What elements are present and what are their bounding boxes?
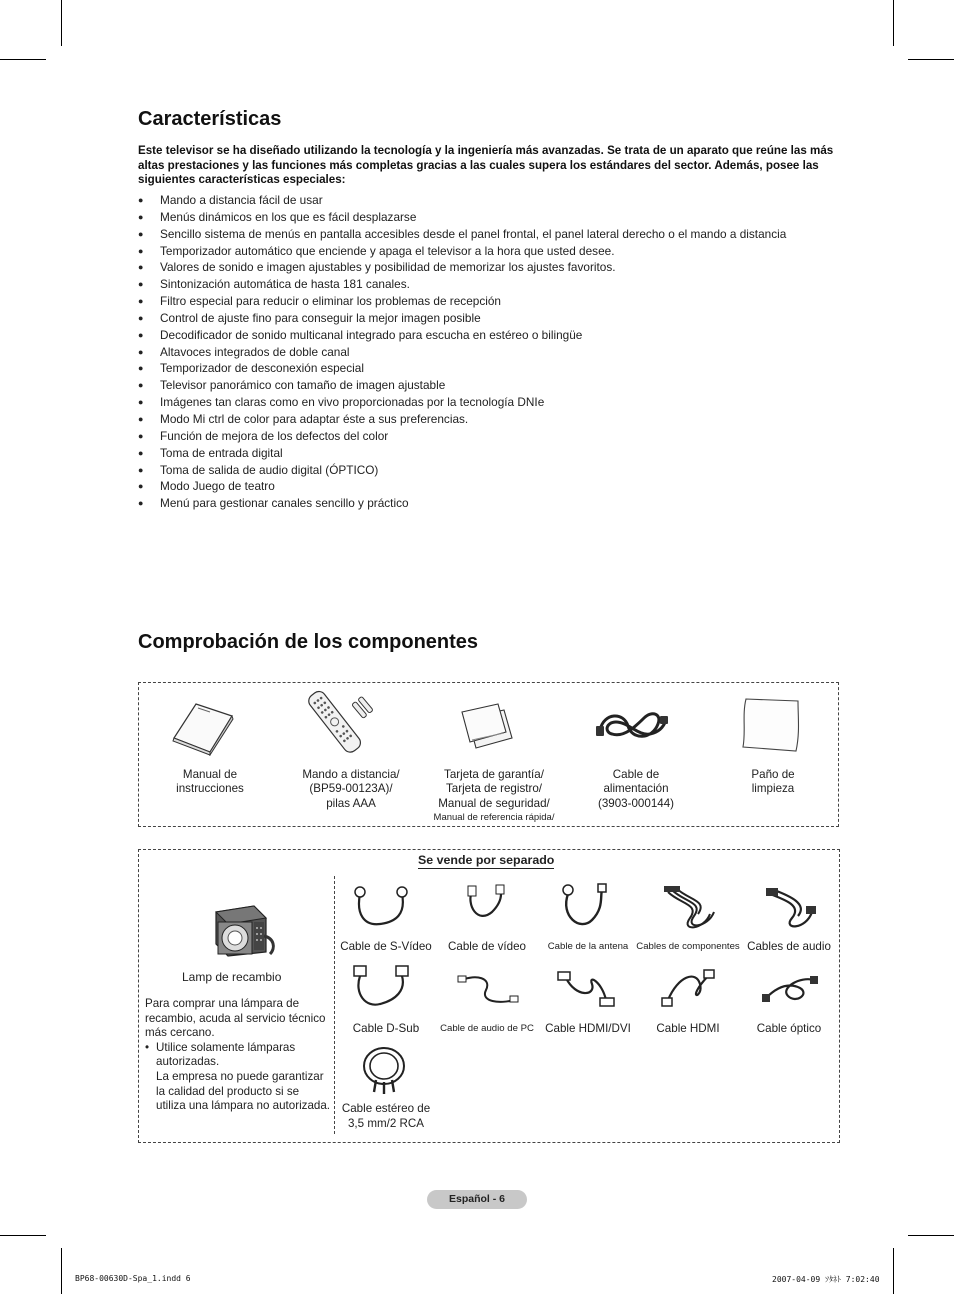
feature-item: ● Modo Mi ctrl de color para adaptar éste a sus preferencias. [138,411,469,426]
stereo-rca-cable-icon [356,1044,414,1096]
components-title: Comprobación de los componentes [138,631,479,653]
cable-components: Cables de componentes [636,941,740,952]
component-cleaning-cloth: Paño de limpieza [751,768,795,796]
feature-item: ● Imágenes tan claras como en vivo proporcionadas por la tecnología DNIe [138,395,545,410]
feature-item: ● Modo Juego de teatro [138,479,275,494]
timestamp: 2007-04-09 ｿﾀﾈﾄ 7:02:40 [772,1275,880,1284]
lamp-description: Para comprar una lámpara de recambio, acuda al servicio técnico más cercano. • Utilice solamente lámparas autorizadas. La empresa no puede garantizar la calidad del producto si se utiliza una lámpara no autorizada. [145,997,331,1113]
crop-mark [908,59,954,60]
bullet: ● [138,498,144,509]
manual-icon [170,700,236,756]
bullet: ● [138,413,144,424]
antenna-cable-icon [556,882,616,934]
cable-antenna: Cable de la antena [547,941,629,952]
bullet: ● [138,228,144,239]
feature-item: ● Mando a distancia fácil de usar [138,193,323,207]
cable-s-video: Cable de S-Vídeo [340,940,432,953]
component-cables-icon [660,884,718,936]
cable-video: Cable de vídeo [448,940,526,953]
component-remote: Mando a distancia/ (BP59-00123A)/ pilas AAA [302,768,400,810]
feature-item: ● Toma de salida de audio digital (ÓPTICO) [138,462,379,477]
pc-audio-cable-icon [456,970,520,1010]
page-number: Español - 6 [427,1190,527,1209]
feature-item: ● Temporizador de desconexión especial [138,361,364,376]
cable-d-sub: Cable D-Sub [352,1022,420,1035]
feature-item: ● Función de mejora de los defectos del color [138,428,389,443]
crop-mark [61,1248,62,1294]
bullet: ● [138,279,144,290]
component-manual: Manual de instrucciones [176,768,244,796]
bullet: ● [138,397,144,408]
bullet: ● [138,447,144,458]
feature-item: ● Valores de sonido e imagen ajustables y posibilidad de memorizar los ajustes favoritos. [138,260,616,275]
cable-hdmi-dvi: Cable HDMI/DVI [545,1022,631,1035]
feature-item: ● Altavoces integrados de doble canal [138,344,350,359]
bullet: ● [138,329,144,340]
cable-pc-audio: Cable de audio de PC [440,1023,534,1034]
bullet: ● [138,195,144,205]
lamp-icon [208,898,280,960]
crop-mark [0,59,46,60]
crop-mark [893,0,894,46]
bullet: ● [138,296,144,307]
features-title: Características [138,108,282,130]
feature-item: ● Control de ajuste fino para conseguir la mejor imagen posible [138,310,481,325]
component-power-cable: Cable de alimentación (3903-000144) [597,768,675,810]
bullet: ● [138,262,144,273]
crop-mark [61,0,62,46]
bullet: ● [138,245,144,256]
cable-audio: Cables de audio [747,940,831,953]
bullet: ● [138,430,144,441]
feature-item: ● Temporizador automático que enciende y apaga el televisor a la hora que usted desee. [138,243,615,258]
hdmi-dvi-cable-icon [556,968,616,1012]
feature-item: ● Decodificador de sonido multicanal integrado para escucha en estéreo o bilingüe [138,327,583,342]
cleaning-cloth-icon [740,697,802,753]
feature-item: ● Menú para gestionar canales sencillo y práctico [138,496,409,511]
sold-separately-title: Se vende por separado [418,853,555,867]
crop-mark [0,1235,46,1236]
divider [334,876,335,1134]
lamp-label: Lamp de recambio [182,970,282,984]
video-cable-icon [458,884,518,934]
cable-hdmi: Cable HDMI [656,1022,720,1035]
bullet: ● [138,464,144,475]
cable-optical: Cable óptico [756,1022,822,1035]
crop-mark [893,1248,894,1294]
feature-item: ● Sencillo sistema de menús en pantalla accesibles desde el panel frontal, el panel lateral derecho o el mando a distancia [138,226,787,241]
feature-item: ● Menús dinámicos en los que es fácil desplazarse [138,209,417,224]
hdmi-cable-icon [660,966,718,1012]
bullet: ● [138,380,144,391]
crop-mark [908,1235,954,1236]
file-info: BP68-00630D-Spa_1.indd 6 [75,1274,191,1283]
cable-stereo-rca: Cable estéreo de 3,5 mm/2 RCA [341,1102,431,1130]
features-list [138,192,786,512]
bullet: ● [138,363,144,374]
remote-control-icon [306,688,378,756]
cards-icon [460,702,516,750]
d-sub-cable-icon [350,964,412,1014]
power-cable-icon [594,708,670,744]
bullet: ● [138,211,144,222]
feature-item: ● Toma de entrada digital [138,445,283,460]
feature-item: ● Sintonización automática de hasta 181 canales. [138,277,410,292]
bullet: ● [138,481,144,492]
component-cards: Tarjeta de garantía/ Tarjeta de registro/ Manual de seguridad/ Manual de referencia rápida/ [433,768,555,824]
optical-cable-icon [760,968,820,1012]
bullet: ● [138,312,144,323]
bullet: • [145,1040,150,1054]
feature-item: ● Filtro especial para reducir o eliminar los problemas de recepción [138,294,501,309]
s-video-cable-icon [350,884,412,934]
bullet: ● [138,346,144,357]
features-intro: Este televisor se ha diseñado utilizando la tecnología y la ingeniería más avanzadas. Se trata de un aparato que reúne las más altas prestaciones y las funciones más completas gracias a las cuales supera los estándares del sector. Además, posee las siguientes características especiales: [138,144,834,187]
audio-cables-icon [762,884,820,936]
feature-item: ● Televisor panorámico con tamaño de imagen ajustable [138,378,446,393]
